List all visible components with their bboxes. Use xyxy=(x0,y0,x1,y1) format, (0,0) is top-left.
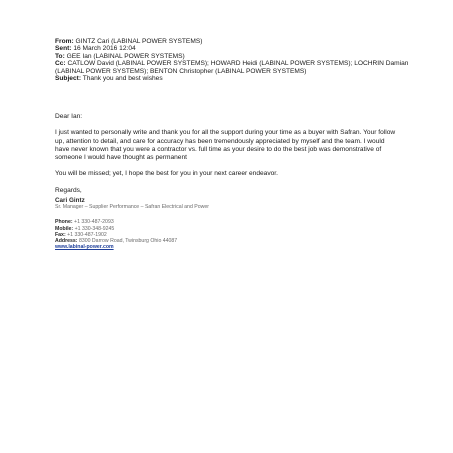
from-value: GINTZ Cari (LABINAL POWER SYSTEMS) xyxy=(75,38,203,45)
email-header xyxy=(55,38,415,82)
fax-label: Fax: xyxy=(55,231,66,238)
to-line xyxy=(55,53,415,60)
signature-name: Cari Gintz xyxy=(55,197,85,204)
cc-label: Cc: xyxy=(55,60,66,68)
mobile-label: Mobile: xyxy=(55,225,74,232)
signature-title: Sr. Manager – Supplier Performance – Safran Electrical and Power xyxy=(55,204,209,211)
cc-line xyxy=(55,60,415,75)
phone-value: +1 330-487-2093 xyxy=(74,219,114,226)
closing: Regards, xyxy=(55,186,82,194)
from-label: From: xyxy=(55,38,74,45)
subject-label: Subject: xyxy=(55,75,82,83)
fax-value: +1 330-487-1902 xyxy=(67,231,107,238)
sent-label: Sent: xyxy=(55,45,72,53)
address-value: 8300 Darrow Road, Twinsburg Ohio 44087 xyxy=(78,238,178,245)
body-paragraph-1: I just wanted to personally write and thank you for all the support during your time as a buyer with Safran. Your follow up, attention to detail, and care for accuracy has been tremendously appreciated by myself and the team. I would have never known that you were a contractor vs. full time as your desire to do the best job was demonstrative of someone I would have thought as permanent xyxy=(55,129,396,162)
website-link[interactable]: www.labinal-power.com xyxy=(55,244,114,251)
subject-line xyxy=(55,75,415,82)
website-line xyxy=(55,244,355,250)
address-label: Address: xyxy=(55,238,78,245)
to-value: GEE Ian (LABINAL POWER SYSTEMS) xyxy=(66,52,185,60)
from-line xyxy=(55,38,415,45)
mobile-value: +1 330-348-9245 xyxy=(74,225,115,232)
sent-line xyxy=(55,45,415,52)
phone-label: Phone: xyxy=(55,219,73,226)
body-paragraph-2: You will be missed; yet, I hope the best for you in your next career endeavor. xyxy=(55,170,278,178)
sent-value: 16 March 2016 12:04 xyxy=(73,45,136,53)
to-label: To: xyxy=(55,52,65,60)
signature-block xyxy=(55,197,355,250)
signature-contact xyxy=(55,219,355,250)
email-body xyxy=(55,113,400,203)
greeting: Dear Ian: xyxy=(55,113,83,120)
subject-value: Thank you and best wishes xyxy=(82,75,163,83)
cc-value: CATLOW David (LABINAL POWER SYSTEMS); HOWARD Heidi (LABINAL POWER SYSTEMS); LOCHRIN Damian (LABINAL POWER SYSTEMS); BENTON Christopher (LABINAL POWER SYSTEMS) xyxy=(55,60,409,75)
